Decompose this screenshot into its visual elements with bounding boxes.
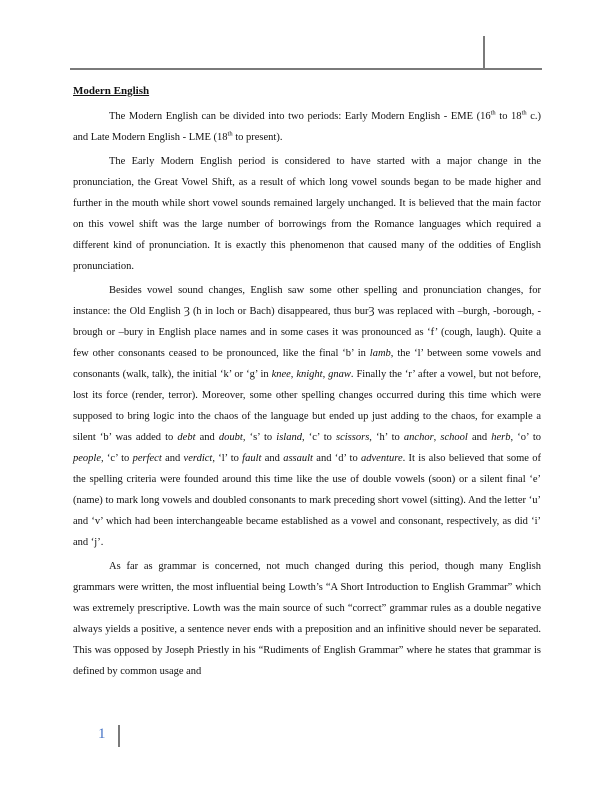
- section-heading: Modern English: [73, 85, 150, 97]
- document-body: [73, 84, 541, 685]
- header-vertical-rule: [483, 36, 485, 68]
- paragraph-spelling-changes: Besides vowel sound changes, English saw some other spelling and pronunciation changes, for instance: the Old English Ȝ (h in loch or Bach) disappeared, thus burȜ was replaced with –burgh, -borough, -brough or –bury in English place names and in some cases it was pronounced as ‘f’ (cough, laugh). Quite a few other consonants ceased to be pronounced, like the final ‘b’ in lamb, the ‘l’ between some vowels and consonants (walk, talk), the initial ‘k’ or ‘g’ in knee, knight, gnaw. Finally the ‘r’ after a vowel, but not before, lost its force (render, terror). Moreover, some other spelling changes occurred during this time which were supposed to bring logic into the chaos of the language but ended up just adding to the chaos, for example a silent ‘b’ was added to debt and doubt, ‘s’ to island, ‘c’ to scissors, ‘h’ to anchor, school and herb, ‘o’ to people, ‘c’ to perfect and verdict, ‘l’ to fault and assault and ‘d’ to adventure. It is also believed that some of the spelling criteria were founded around this time like the use of double vowels (soon) or a silent final ‘e’ (name) to mark long vowels and doubled consonants to mark preceding short vowel (sitting). And the letter ‘u’ and ‘v’ which had been interchangeable became established as a vowel and consonant, respectively, as did ‘i’ and ‘j’.: [73, 285, 542, 548]
- page-number: 1: [98, 726, 106, 742]
- footer-vertical-rule: [118, 725, 120, 747]
- paragraph-grammar: As far as grammar is concerned, not much changed during this period, though many English grammars were written, the most influential being Lowth’s “A Short Introduction to English Grammar” which was extremely prescriptive. Lowth was the main source of such “correct” grammar rules as a double negative always yields a positive, a sentence never ends with a preposition and an infinitive should never be separated. This was opposed by Joseph Priestly in his “Rudiments of English Grammar” where he states that grammar is defined by common usage and: [73, 561, 541, 677]
- paragraph-periods: The Modern English can be divided into two periods: Early Modern English - EME (16th to 18th c.) and Late Modern English - LME (18th to present).: [73, 109, 542, 143]
- paragraph-great-vowel-shift: The Early Modern English period is considered to have started with a major change in the pronunciation, the Great Vowel Shift, as a result of which long vowel sounds began to be made higher and further in the mouth while short vowel sounds remained largely unchanged. It is believed that the main factor on this vowel shift was the large number of borrowings from the Romance languages which required a different kind of pronunciation. It is exactly this phenomenon that caused many of the oddities of English pronunciation.: [73, 156, 541, 272]
- header-horizontal-rule: [70, 68, 542, 70]
